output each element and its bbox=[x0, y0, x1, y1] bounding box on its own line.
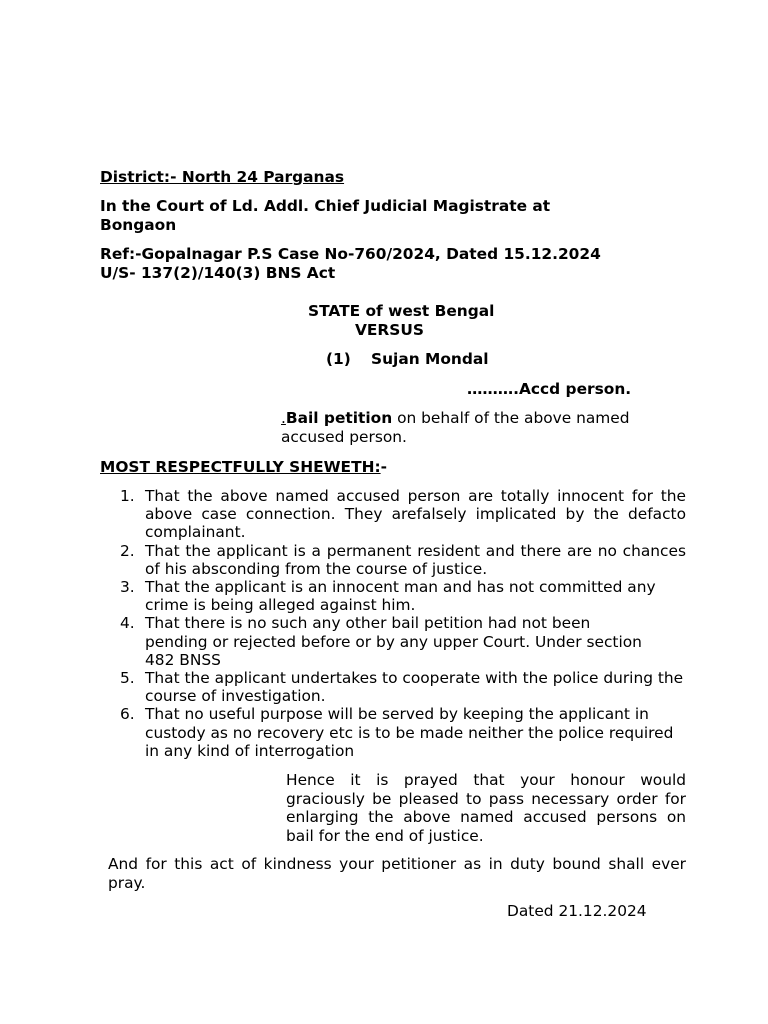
versus-label: VERSUS bbox=[355, 321, 424, 339]
list-item-number: 4. bbox=[120, 614, 135, 633]
list-item bbox=[120, 578, 686, 614]
accused-name: Sujan Mondal bbox=[371, 350, 489, 368]
petition-line-1-rest: on behalf of the above named bbox=[392, 409, 630, 427]
dated-line: Dated 21.12.2024 bbox=[507, 902, 647, 920]
sheweth-suffix: - bbox=[380, 458, 387, 476]
list-item-text: That no useful purpose will be served by keeping the applicant in custody as no recovery etc is to be made neither the police required in any kind of interrogation bbox=[145, 705, 674, 760]
sheweth-text: MOST RESPECTFULLY SHEWETH: bbox=[100, 458, 381, 476]
list-item-number: 2. bbox=[120, 541, 135, 560]
list-item-number: 1. bbox=[120, 487, 135, 505]
grounds-list bbox=[120, 487, 686, 760]
state-party: STATE of west Bengal bbox=[308, 302, 495, 320]
list-item-text: That the above named accused person are totally innocent for the above case connection. They arefalsely implicated by the defacto complainant. bbox=[145, 487, 686, 542]
prayer-paragraph: Hence it is prayed that your honour would graciously be pleased to pass necessary order for enlarging the above named accused persons on bail for the end of justice. bbox=[286, 771, 686, 845]
list-item-text: That the applicant is a permanent resident and there are no chances of his absconding from the course of justice. bbox=[145, 541, 686, 578]
list-item-number: 3. bbox=[120, 578, 135, 597]
ref-line-1: Ref:-Gopalnagar P.S Case No-760/2024, Dated 15.12.2024 bbox=[100, 245, 601, 263]
ref-line-2: U/S- 137(2)/140(3) BNS Act bbox=[100, 264, 336, 282]
list-item-number: 6. bbox=[120, 705, 135, 724]
petition-prefix: . bbox=[281, 409, 286, 427]
list-item-text: That the applicant is an innocent man and has not committed any crime is being alleged against him. bbox=[145, 578, 656, 615]
list-item bbox=[120, 542, 686, 578]
petition-line-1 bbox=[281, 409, 630, 427]
closing-paragraph: And for this act of kindness your petitioner as in duty bound shall ever pray. bbox=[108, 855, 686, 892]
list-item bbox=[120, 487, 686, 542]
list-item-number: 5. bbox=[120, 669, 135, 688]
court-line-1: In the Court of Ld. Addl. Chief Judicial Magistrate at bbox=[100, 197, 551, 215]
accused-label: ……….Accd person. bbox=[467, 380, 632, 398]
list-item bbox=[120, 705, 686, 760]
court-line-2: Bongaon bbox=[100, 216, 177, 234]
petition-line-2: accused person. bbox=[281, 428, 407, 446]
list-item-text: That the applicant undertakes to cooperate with the police during the course of investigation. bbox=[145, 669, 684, 706]
district-heading: District:- North 24 Parganas bbox=[100, 168, 345, 186]
sheweth-heading bbox=[100, 458, 387, 476]
list-item-text: That there is no such any other bail petition had not been pending or rejected before or by any upper Court. Under section 482 BNSS bbox=[145, 614, 642, 669]
list-item bbox=[120, 614, 686, 669]
list-item bbox=[120, 669, 686, 705]
petition-title: Bail petition bbox=[285, 409, 393, 427]
accused-number: (1) bbox=[326, 350, 351, 368]
